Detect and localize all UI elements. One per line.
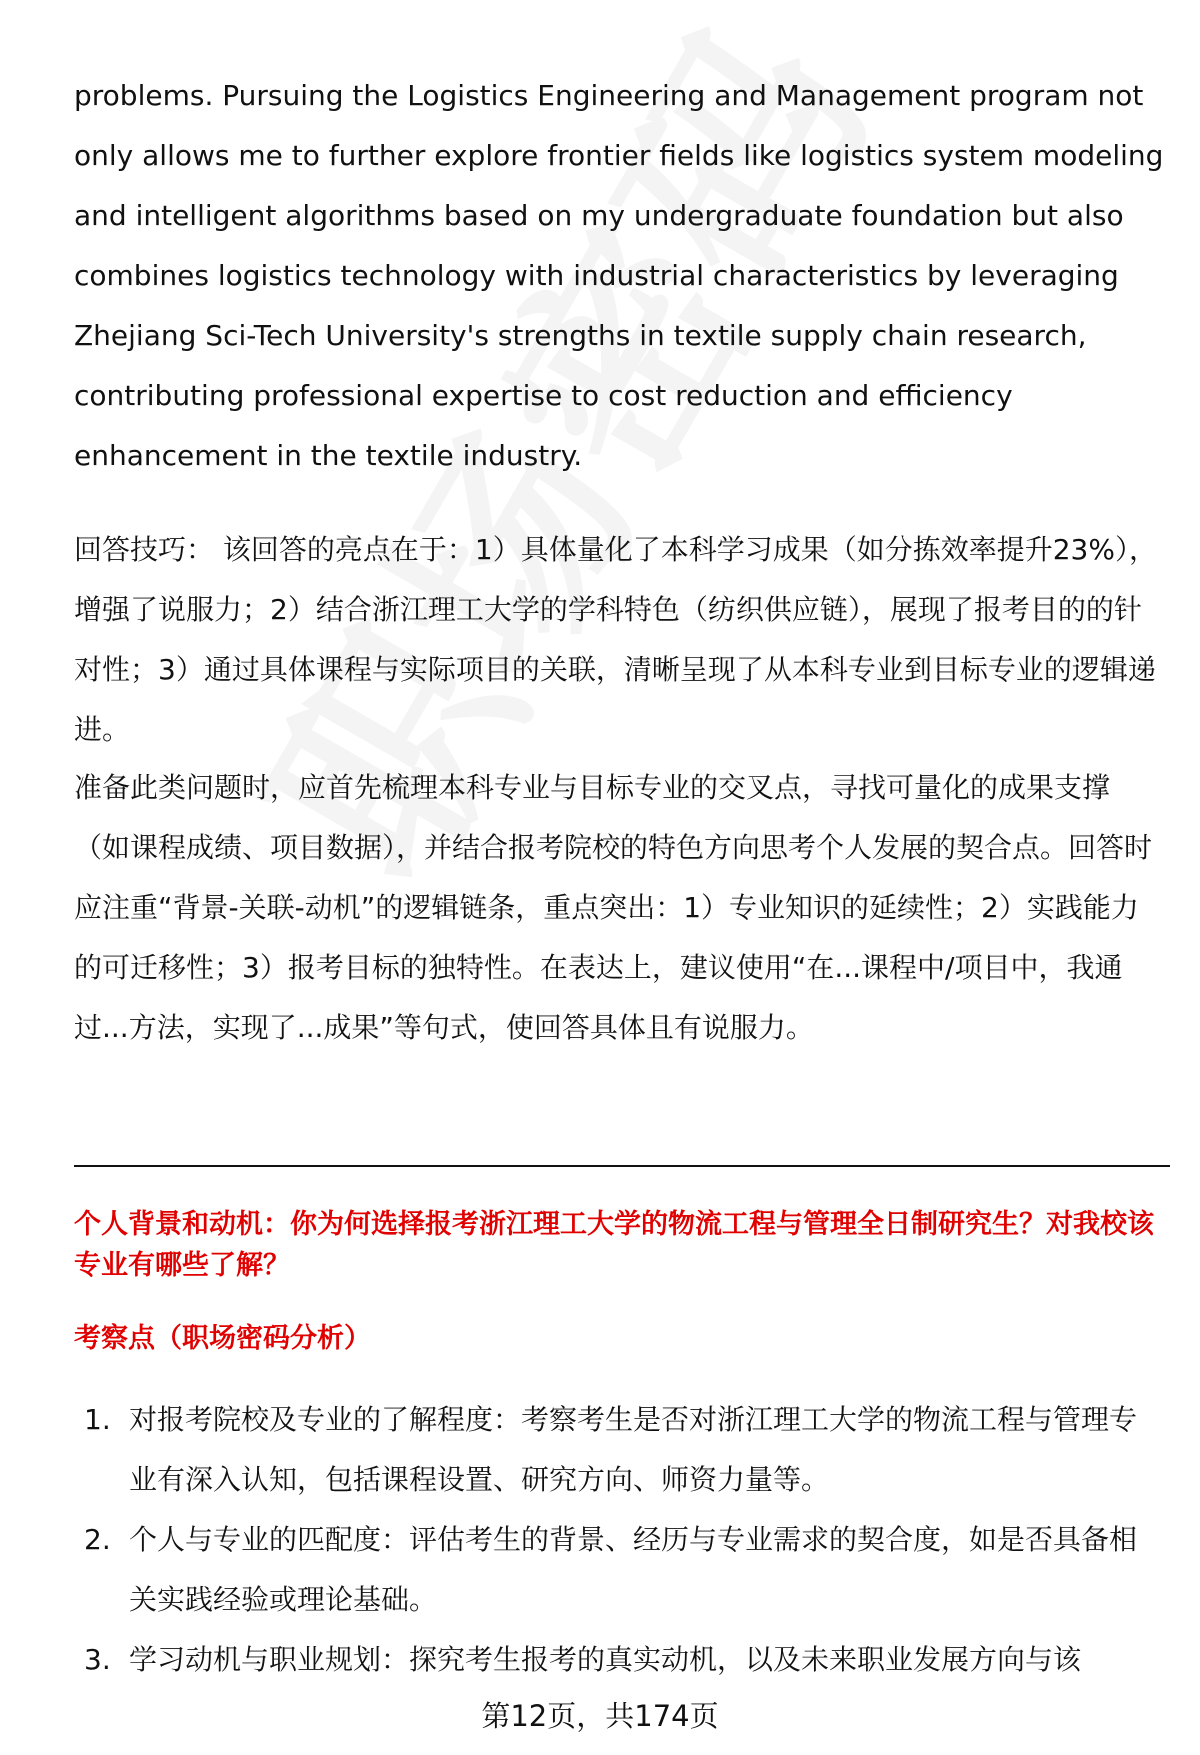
list-number: 1. (84, 1403, 111, 1436)
list-text: 对报考院校及专业的了解程度：考察考生是否对浙江理工大学的物流工程与管理专业有深入认知，包括课程设置、研究方向、师资力量等。 (129, 1403, 1138, 1496)
analysis-heading: 考察点（职场密码分析） (74, 1323, 371, 1354)
list-number: 2. (84, 1523, 111, 1556)
list-text: 学习动机与职业规划：探究考生报考的真实动机，以及未来职业发展方向与该 (129, 1643, 1082, 1676)
list-item (74, 1510, 1164, 1630)
english-answer-paragraph: problems. Pursuing the Logistics Engineering and Management program not only allows me to further explore frontier fields like logistics system modeling and intelligent algorithms based on my undergraduate foundation but also combines logistics technology with industrial characteristics by leveraging Zhejiang Sci-Tech University's strengths in textile supply chain research, contributing professional expertise to cost reduction and efficiency enhancement in the textile industry. (74, 79, 1164, 472)
list-text: 个人与专业的匹配度：评估考生的背景、经历与专业需求的契合度，如是否具备相关实践经验或理论基础。 (129, 1523, 1138, 1616)
list-item (74, 1390, 1164, 1510)
list-number: 3. (84, 1643, 111, 1676)
question-heading: 个人背景和动机：你为何选择报考浙江理工大学的物流工程与管理全日制研究生？对我校该专业有哪些了解？ (74, 1209, 1154, 1281)
section-divider (74, 1165, 1170, 1167)
answer-tips-paragraph: 回答技巧： 该回答的亮点在于：1）具体量化了本科学习成果（如分拣效率提升23%），增强了说服力；2）结合浙江理工大学的学科特色（纺织供应链），展现了报考目的的针对性；3）通过具体课程与实际项目的关联，清晰呈现了从本科专业到目标专业的逻辑递进。 (74, 533, 1157, 746)
preparation-advice-paragraph: 准备此类问题时，应首先梳理本科专业与目标专业的交叉点，寻找可量化的成果支撑（如课程成绩、项目数据），并结合报考院校的特色方向思考个人发展的契合点。回答时应注重“背景-关联-动机”的逻辑链条，重点突出：1）专业知识的延续性；2）实践能力的可迁移性；3）报考目标的独特性。在表达上，建议使用“在...课程中/项目中，我通过...方法，实现了...成果”等句式，使回答具体且有说服力。 (74, 771, 1153, 1044)
page-number: 第12页，共174页 (481, 1699, 719, 1733)
list-item (74, 1630, 1164, 1690)
analysis-points-list (74, 1390, 1164, 1690)
